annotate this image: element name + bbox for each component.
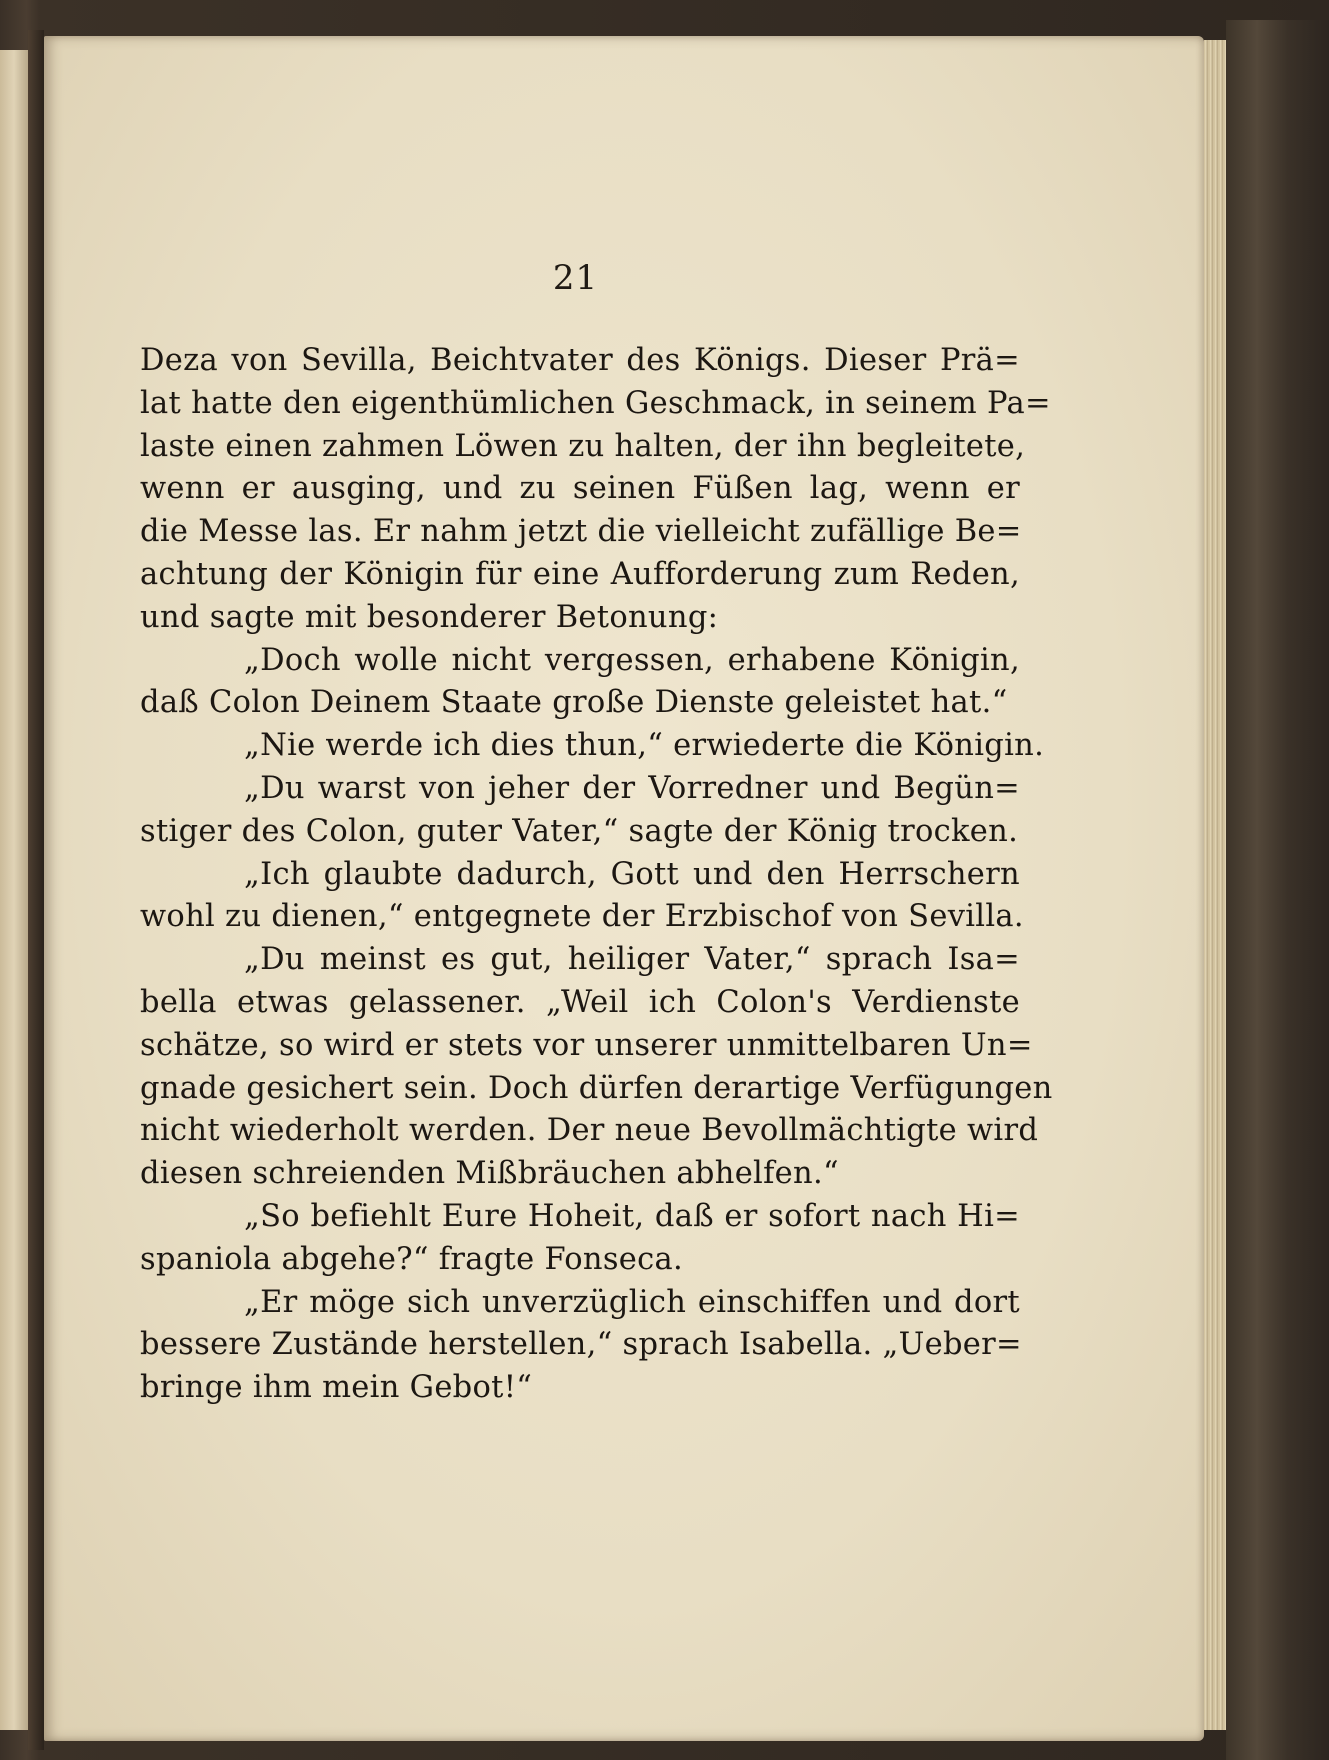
text-line: bringe ihm mein Gebot!“ — [140, 1370, 533, 1406]
text-line: stiger des Colon, guter Vater,“ sagte der König trocken. — [140, 813, 1019, 849]
page-body-text — [140, 340, 1053, 1410]
text-line: „So befiehlt Eure Hoheit, daß er sofort nach Hi= — [244, 1198, 1020, 1234]
text-line: „Du meinst es gut, heiliger Vater,“ sprach Isa= — [244, 942, 1020, 978]
text-line: lat hatte den eigenthümlichen Geschmack, in seinem Pa= — [140, 385, 1051, 421]
text-line: gnade gesichert sein. Doch dürfen derartige Verfügungen — [140, 1070, 1053, 1106]
text-line: bessere Zustände herstellen,“ sprach Isabella. „Ueber= — [140, 1327, 1022, 1363]
page-stack-edge — [1204, 40, 1228, 1730]
text-line: „Du warst von jeher der Vorredner und Begün= — [244, 770, 1020, 806]
text-line: schätze, so wird er stets vor unserer unmittelbaren Un= — [140, 1027, 1033, 1063]
book-gutter — [28, 30, 44, 1750]
text-line: wohl zu dienen,“ entgegnete der Erzbischof von Sevilla. — [140, 899, 1024, 935]
previous-page-edge — [0, 50, 29, 1730]
text-line: diesen schreienden Mißbräuchen abhelfen.“ — [140, 1156, 839, 1192]
text-line: „Er möge sich unverzüglich einschiffen und dort — [244, 1284, 1020, 1320]
text-line: achtung der Königin für eine Aufforderung zum Reden, — [140, 556, 1020, 592]
text-line: die Messe las. Er nahm jetzt die vielleicht zufällige Be= — [140, 514, 1022, 550]
text-line: Deza von Sevilla, Beichtvater des Königs. Dieser Prä= — [140, 343, 1020, 378]
text-line: daß Colon Deinem Staate große Dienste geleistet hat.“ — [140, 685, 1008, 721]
text-line: nicht wiederholt werden. Der neue Bevollmächtigte wird — [140, 1113, 1039, 1149]
text-line: laste einen zahmen Löwen zu halten, der ihn begleitete, — [140, 428, 1026, 464]
text-line: „Nie werde ich dies thun,“ erwiederte die Königin. — [244, 728, 1045, 764]
book-cover — [1226, 20, 1329, 1760]
text-line: und sagte mit besonderer Betonung: — [140, 599, 719, 635]
text-line: „Doch wolle nicht vergessen, erhabene Königin, — [244, 642, 1020, 678]
text-line: spaniola abgehe?“ fragte Fonseca. — [140, 1241, 684, 1277]
page-number: 21 — [552, 258, 599, 298]
book-page — [44, 36, 1204, 1741]
text-line: wenn er ausging, und zu seinen Füßen lag, wenn er — [140, 471, 1020, 507]
text-line: „Ich glaubte dadurch, Gott und den Herrschern — [244, 856, 1020, 892]
text-line: bella etwas gelassener. „Weil ich Colon's Verdienste — [140, 984, 1020, 1020]
